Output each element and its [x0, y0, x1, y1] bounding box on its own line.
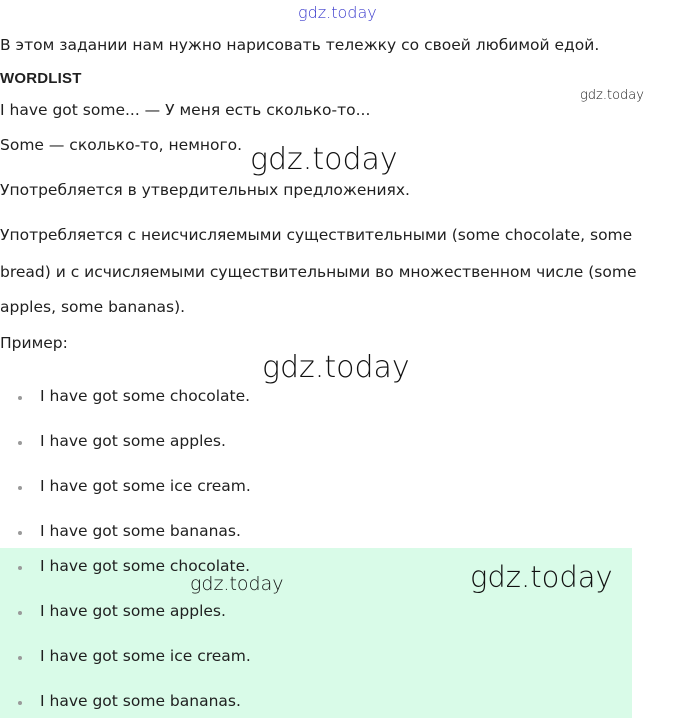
watermark-answer-small: gdz.today — [190, 573, 284, 595]
wordlist-line-2: Some — сколько-то, немного. — [0, 136, 243, 154]
watermark-large-1: gdz.today — [250, 142, 398, 177]
wordlist-heading: WORDLIST — [0, 70, 82, 87]
list-item-text: I have got some bananas. — [40, 522, 241, 540]
list-item-text: I have got some chocolate. — [40, 557, 251, 575]
watermark-top: gdz.today — [298, 3, 377, 22]
bullet-icon — [18, 531, 22, 535]
list-item-text: I have got some ice cream. — [40, 647, 251, 665]
watermark-large-2: gdz.today — [262, 350, 410, 385]
wordlist-paragraph-line-3: apples, some bananas). — [0, 298, 186, 316]
wordlist-line-3: Употребляется в утвердительных предложениях. — [0, 181, 410, 199]
watermark-small-right: gdz.today — [580, 88, 644, 103]
watermark-answer-large: gdz.today — [470, 560, 613, 594]
list-item-text: I have got some chocolate. — [40, 387, 251, 405]
bullet-icon — [18, 611, 22, 615]
bullet-icon — [18, 656, 22, 660]
list-item-text: I have got some apples. — [40, 432, 226, 450]
list-item-text: I have got some apples. — [40, 602, 226, 620]
wordlist-paragraph-line-2: bread) и с исчисляемыми существительными во множественном числе (some — [0, 263, 637, 281]
bullet-icon — [18, 566, 22, 570]
bullet-icon — [18, 396, 22, 400]
wordlist-line-1: I have got some... — У меня есть сколько-то... — [0, 101, 371, 119]
bullet-icon — [18, 701, 22, 705]
wordlist-paragraph-line-1: Употребляется с неисчисляемыми существительными (some chocolate, some — [0, 226, 633, 244]
bullet-icon — [18, 486, 22, 490]
example-label: Пример: — [0, 334, 68, 352]
list-item-text: I have got some bananas. — [40, 692, 241, 710]
intro-text: В этом задании нам нужно нарисовать тележку со своей любимой едой. — [0, 36, 600, 54]
list-item-text: I have got some ice cream. — [40, 477, 251, 495]
bullet-icon — [18, 441, 22, 445]
